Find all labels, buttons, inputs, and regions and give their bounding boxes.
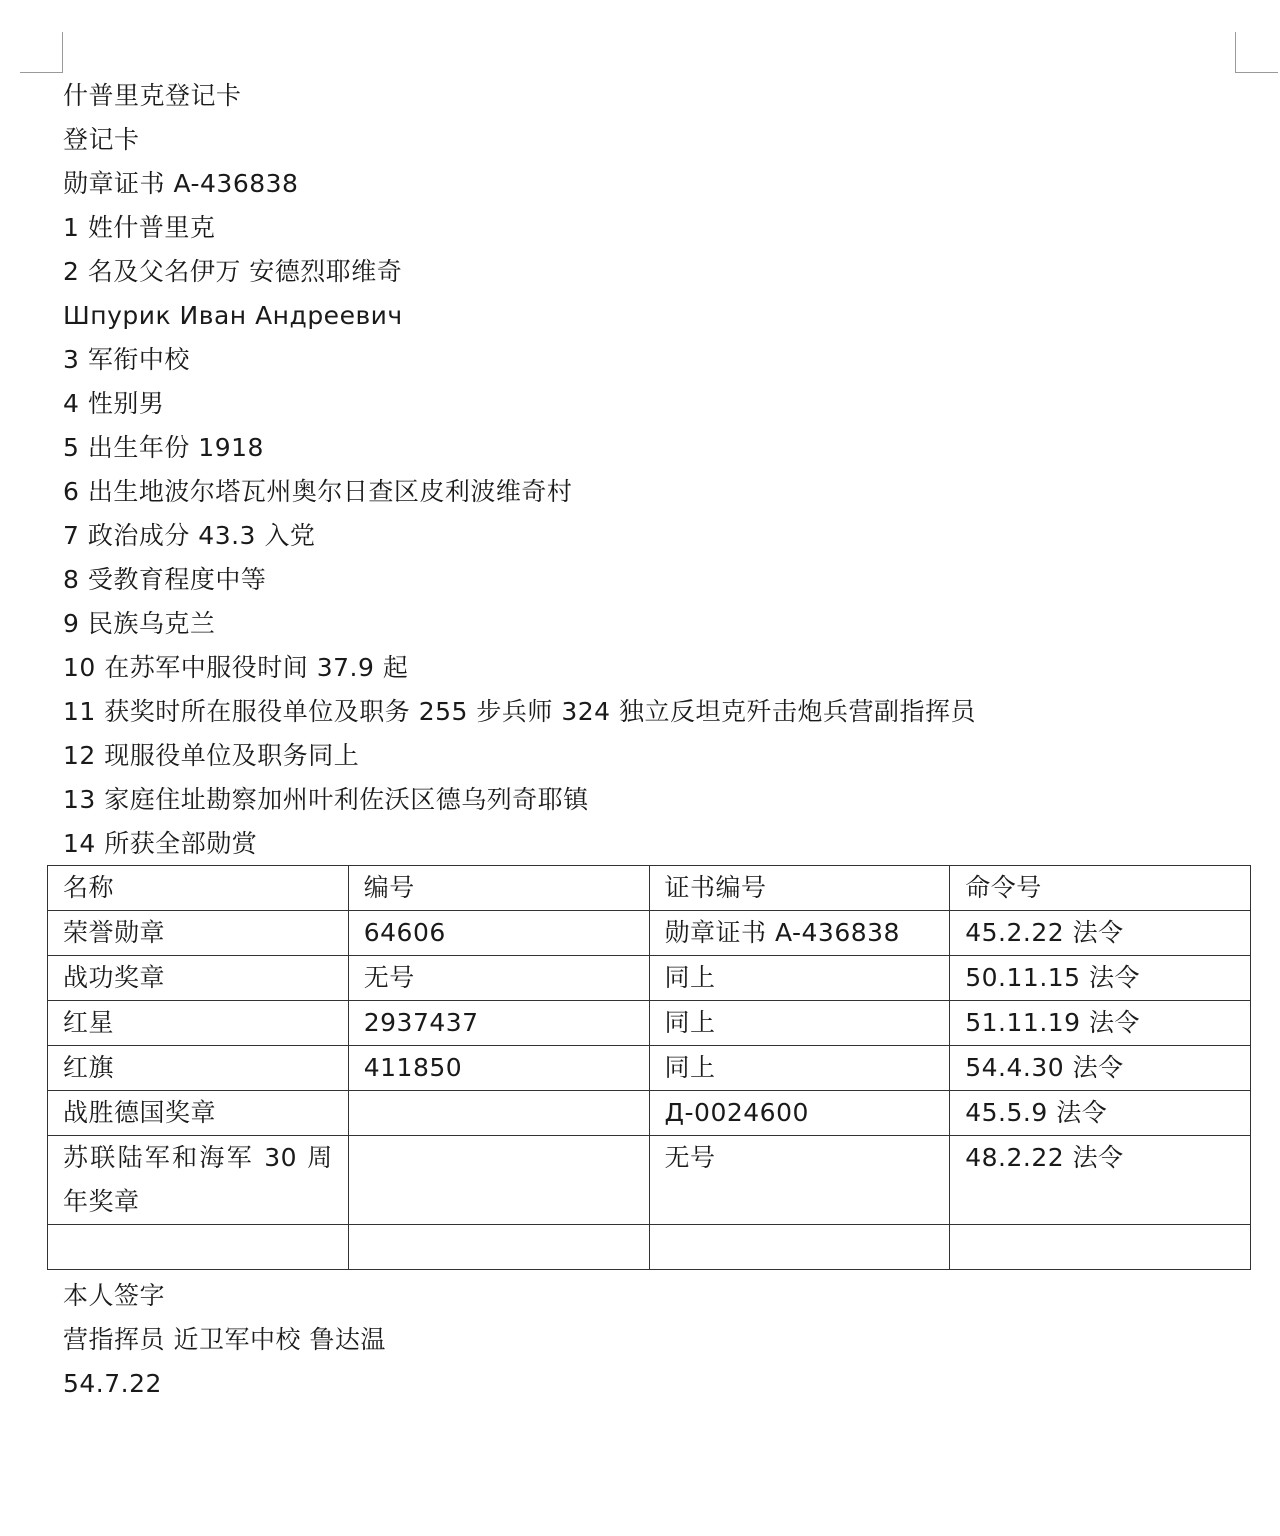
table-cell bbox=[348, 1225, 649, 1270]
table-row bbox=[48, 911, 1251, 956]
table-row bbox=[48, 1046, 1251, 1091]
table-cell: 战功奖章 bbox=[48, 956, 349, 1001]
table-cell: 同上 bbox=[649, 956, 950, 1001]
table-cell: Д-0024600 bbox=[649, 1091, 950, 1136]
awards-table bbox=[47, 865, 1251, 1270]
table-cell bbox=[48, 1225, 349, 1270]
table-cell: 50.11.15 法令 bbox=[950, 956, 1251, 1001]
table-cell: 2937437 bbox=[348, 1001, 649, 1046]
signer-line: 营指挥员 近卫军中校 鲁达温 bbox=[63, 1325, 386, 1354]
document-body bbox=[63, 74, 1243, 866]
page-corner-mark-top-left bbox=[20, 32, 63, 73]
table-cell: 无号 bbox=[649, 1136, 950, 1225]
table-cell: 411850 bbox=[348, 1046, 649, 1091]
table-cell bbox=[348, 1091, 649, 1136]
field-gender: 4 性别男 bbox=[63, 389, 165, 418]
table-header-cell: 名称 bbox=[48, 866, 349, 911]
table-cell: 勋章证书 A-436838 bbox=[649, 911, 950, 956]
table-header-cell: 编号 bbox=[348, 866, 649, 911]
page-corner-mark-top-right bbox=[1235, 32, 1278, 73]
signature-block bbox=[63, 1274, 386, 1406]
table-cell: 战胜德国奖章 bbox=[48, 1091, 349, 1136]
signature-label: 本人签字 bbox=[63, 1281, 166, 1310]
field-birth-year: 5 出生年份 1918 bbox=[63, 433, 264, 462]
table-row bbox=[48, 1225, 1251, 1270]
table-cell: 同上 bbox=[649, 1001, 950, 1046]
field-political-status: 7 政治成分 43.3 入党 bbox=[63, 521, 316, 550]
table-row bbox=[48, 1091, 1251, 1136]
table-cell: 45.2.22 法令 bbox=[950, 911, 1251, 956]
medal-certificate-line: 勋章证书 A-436838 bbox=[63, 169, 299, 198]
field-ethnicity: 9 民族乌克兰 bbox=[63, 609, 216, 638]
field-current-unit: 12 现服役单位及职务同上 bbox=[63, 741, 360, 770]
table-cell: 荣誉勋章 bbox=[48, 911, 349, 956]
table-cell: 红旗 bbox=[48, 1046, 349, 1091]
table-row bbox=[48, 1136, 1251, 1225]
table-cell: 54.4.30 法令 bbox=[950, 1046, 1251, 1091]
table-cell: 51.11.19 法令 bbox=[950, 1001, 1251, 1046]
field-surname: 1 姓什普里克 bbox=[63, 213, 216, 242]
field-russian-name: Шпурик Иван Андреевич bbox=[63, 301, 403, 330]
field-awards-heading: 14 所获全部勋赏 bbox=[63, 829, 258, 858]
table-cell: 64606 bbox=[348, 911, 649, 956]
field-service-start: 10 在苏军中服役时间 37.9 起 bbox=[63, 653, 409, 682]
field-rank: 3 军衔中校 bbox=[63, 345, 190, 374]
table-row bbox=[48, 1001, 1251, 1046]
table-cell: 红星 bbox=[48, 1001, 349, 1046]
field-home-address: 13 家庭住址勘察加州叶利佐沃区德乌列奇耶镇 bbox=[63, 785, 589, 814]
field-birthplace: 6 出生地波尔塔瓦州奥尔日查区皮利波维奇村 bbox=[63, 477, 573, 506]
table-header-cell: 命令号 bbox=[950, 866, 1251, 911]
field-unit-at-award: 11 获奖时所在服役单位及职务 255 步兵师 324 独立反坦克歼击炮兵营副指挥员 bbox=[63, 697, 976, 726]
field-given-patronymic: 2 名及父名伊万 安德烈耶维奇 bbox=[63, 257, 403, 286]
card-heading: 登记卡 bbox=[63, 125, 140, 154]
field-education: 8 受教育程度中等 bbox=[63, 565, 267, 594]
signature-date: 54.7.22 bbox=[63, 1369, 162, 1398]
table-cell: 无号 bbox=[348, 956, 649, 1001]
table-cell bbox=[348, 1136, 649, 1225]
document-title: 什普里克登记卡 bbox=[63, 81, 242, 110]
table-cell: 苏联陆军和海军 30 周年奖章 bbox=[48, 1136, 349, 1225]
table-header-row bbox=[48, 866, 1251, 911]
table-cell: 48.2.22 法令 bbox=[950, 1136, 1251, 1225]
table-cell: 45.5.9 法令 bbox=[950, 1091, 1251, 1136]
table-cell: 同上 bbox=[649, 1046, 950, 1091]
table-cell bbox=[950, 1225, 1251, 1270]
table-header-cell: 证书编号 bbox=[649, 866, 950, 911]
table-row bbox=[48, 956, 1251, 1001]
table-cell bbox=[649, 1225, 950, 1270]
